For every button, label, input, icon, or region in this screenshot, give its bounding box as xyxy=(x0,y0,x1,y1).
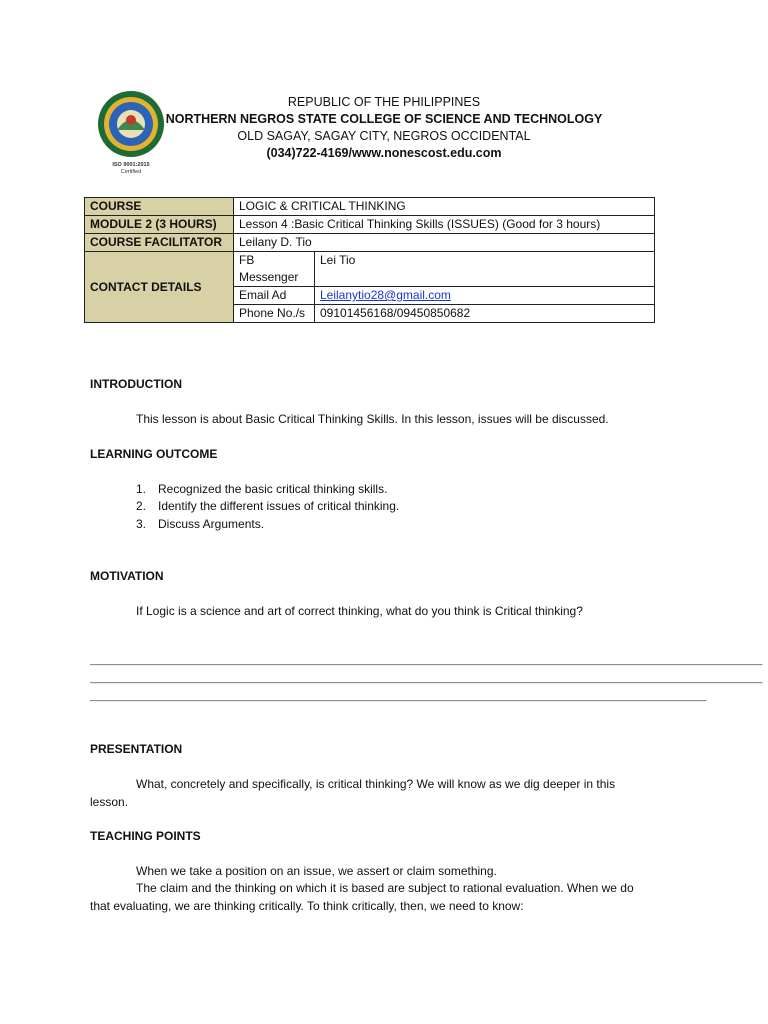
header-line-3: OLD SAGAY, SAGAY CITY, NEGROS OCCIDENTAL xyxy=(237,129,531,143)
email-cell xyxy=(315,287,655,305)
answer-line-3[interactable]: ________________________________________________________________________________________ xyxy=(90,690,707,704)
phone-label: Phone No./s xyxy=(234,305,315,323)
teaching-point-1: When we take a position on an issue, we assert or claim something. xyxy=(136,864,497,878)
presentation-body-2: lesson. xyxy=(90,795,129,809)
table-row xyxy=(85,234,655,252)
learning-outcome-heading: LEARNING OUTCOME xyxy=(90,447,218,461)
answer-line-2[interactable]: ________________________________________________________________________________________________ xyxy=(90,672,763,686)
module-label: MODULE 2 (3 HOURS) xyxy=(85,216,234,234)
teaching-point-2-line-1: The claim and the thinking on which it is based are subject to rational evaluation. When we do xyxy=(136,881,634,895)
outcome-num-1: 1. xyxy=(136,482,147,496)
fb-label xyxy=(234,252,315,287)
presentation-body-1: What, concretely and specifically, is critical thinking? We will know as we dig deeper in this xyxy=(136,777,616,791)
fb-label-line-1: FB xyxy=(239,253,255,267)
email-link[interactable]: Leilanytio28@gmail.com xyxy=(320,288,451,302)
table-row xyxy=(85,216,655,234)
contact-label: CONTACT DETAILS xyxy=(85,252,234,323)
course-info-table xyxy=(84,197,655,323)
teaching-point-2-line-2: that evaluating, we are thinking critically. To think critically, then, we need to know: xyxy=(90,899,524,913)
introduction-body: This lesson is about Basic Critical Thinking Skills. In this lesson, issues will be discussed. xyxy=(136,412,609,426)
header-line-1: REPUBLIC OF THE PHILIPPINES xyxy=(287,95,481,109)
table-row xyxy=(85,198,655,216)
course-label: COURSE xyxy=(85,198,234,216)
outcome-text-1: Recognized the basic critical thinking skills. xyxy=(158,482,388,496)
logo-caption-1: ISO 9001:2015 xyxy=(112,162,150,168)
teaching-points-heading: TEACHING POINTS xyxy=(90,829,201,843)
table-row xyxy=(85,252,655,287)
outcome-text-3: Discuss Arguments. xyxy=(158,517,265,531)
introduction-heading: INTRODUCTION xyxy=(90,377,182,391)
email-label: Email Ad xyxy=(234,287,315,305)
answer-line-1[interactable]: ________________________________________________________________________________________________ xyxy=(90,654,763,668)
motivation-heading: MOTIVATION xyxy=(90,569,164,583)
course-value: LOGIC & CRITICAL THINKING xyxy=(234,198,655,216)
outcome-text-2: Identify the different issues of critical thinking. xyxy=(158,499,400,513)
header-line-2: NORTHERN NEGROS STATE COLLEGE OF SCIENCE AND TECHNOLOGY xyxy=(165,112,603,126)
logo-caption-2: Certified xyxy=(120,169,142,175)
header-line-4: (034)722-4169/www.nonescost.edu.com xyxy=(266,146,502,160)
fb-label-line-2: Messenger xyxy=(239,270,299,284)
facilitator-label: COURSE FACILITATOR xyxy=(85,234,234,252)
phone-value: 09101456168/09450850682 xyxy=(315,305,655,323)
presentation-heading: PRESENTATION xyxy=(90,742,183,756)
outcome-num-3: 3. xyxy=(136,517,147,531)
outcome-num-2: 2. xyxy=(136,499,147,513)
fb-value: Lei Tio xyxy=(315,252,655,287)
facilitator-value: Leilany D. Tio xyxy=(234,234,655,252)
module-value: Lesson 4 :Basic Critical Thinking Skills (ISSUES) (Good for 3 hours) xyxy=(234,216,655,234)
motivation-question: If Logic is a science and art of correct thinking, what do you think is Critical thinking? xyxy=(136,604,583,618)
